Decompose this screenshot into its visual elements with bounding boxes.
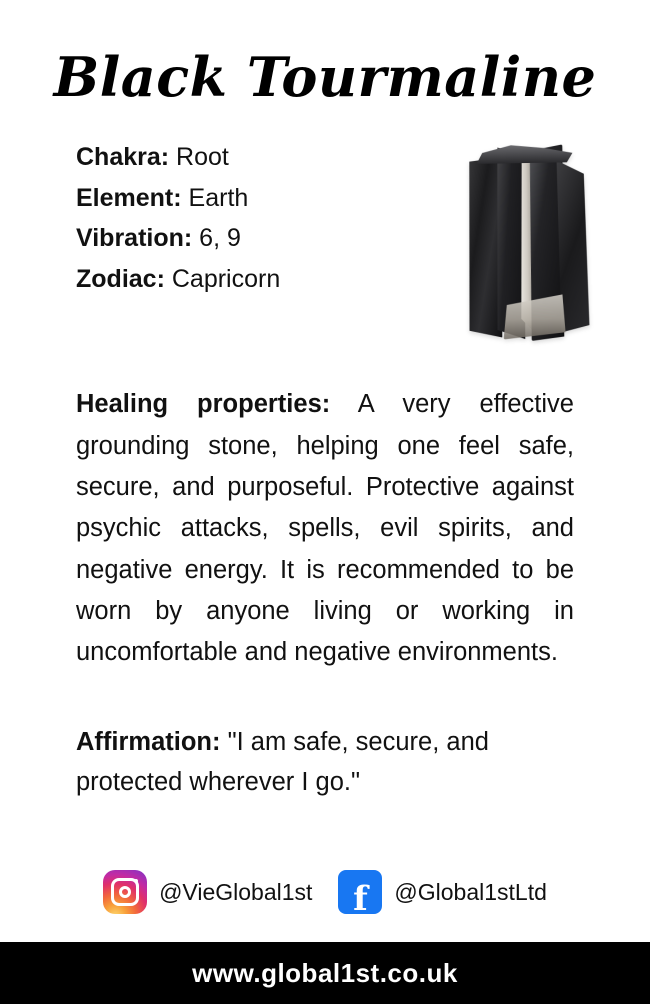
- instagram-icon[interactable]: [103, 870, 147, 914]
- fact-zodiac-label: Zodiac:: [76, 264, 165, 293]
- fact-chakra-label: Chakra:: [76, 143, 170, 172]
- fact-vibration-label: Vibration:: [76, 224, 193, 253]
- instagram-handle: @VieGlobal1st: [159, 878, 313, 905]
- black-tourmaline-icon: [466, 144, 589, 341]
- fact-element: [76, 178, 406, 219]
- healing-properties-label: Healing properties:: [76, 390, 331, 419]
- facebook-handle: @Global1stLtd: [394, 878, 547, 905]
- facts-list: [0, 137, 406, 299]
- fact-vibration: [76, 218, 406, 259]
- instagram-link[interactable]: [103, 870, 312, 914]
- website-url: www.global1st.co.uk: [192, 957, 458, 988]
- page-title: Black Tourmaline: [53, 45, 597, 109]
- fact-chakra-value: Root: [176, 143, 229, 172]
- healing-properties-text: A very effective grounding stone, helping one feel safe, secure, and purposeful. Protective against psychic attacks, spells, evil spirits, and negative energy. It is recommended to be worn by anyone living or working in uncomfortable and negative environments.: [76, 390, 574, 667]
- fact-element-label: Element:: [76, 183, 182, 212]
- social-links: [0, 870, 650, 942]
- healing-properties-paragraph: [0, 340, 650, 673]
- facebook-icon[interactable]: f: [338, 870, 382, 914]
- website-footer[interactable]: [0, 942, 650, 1004]
- fact-zodiac-value: Capricorn: [171, 264, 281, 293]
- affirmation-label: Affirmation:: [76, 728, 221, 757]
- fact-vibration-value: 6, 9: [199, 224, 241, 253]
- facebook-link[interactable]: [338, 870, 547, 914]
- fact-chakra: [76, 137, 406, 178]
- affirmation-paragraph: [0, 673, 650, 802]
- fact-zodiac: [76, 259, 406, 300]
- fact-element-value: Earth: [188, 183, 249, 212]
- affirmation-text: "I am safe, secure, and protected wherever I go.": [76, 728, 489, 796]
- facts-and-image-row: [0, 107, 650, 340]
- stone-photo: [406, 137, 650, 340]
